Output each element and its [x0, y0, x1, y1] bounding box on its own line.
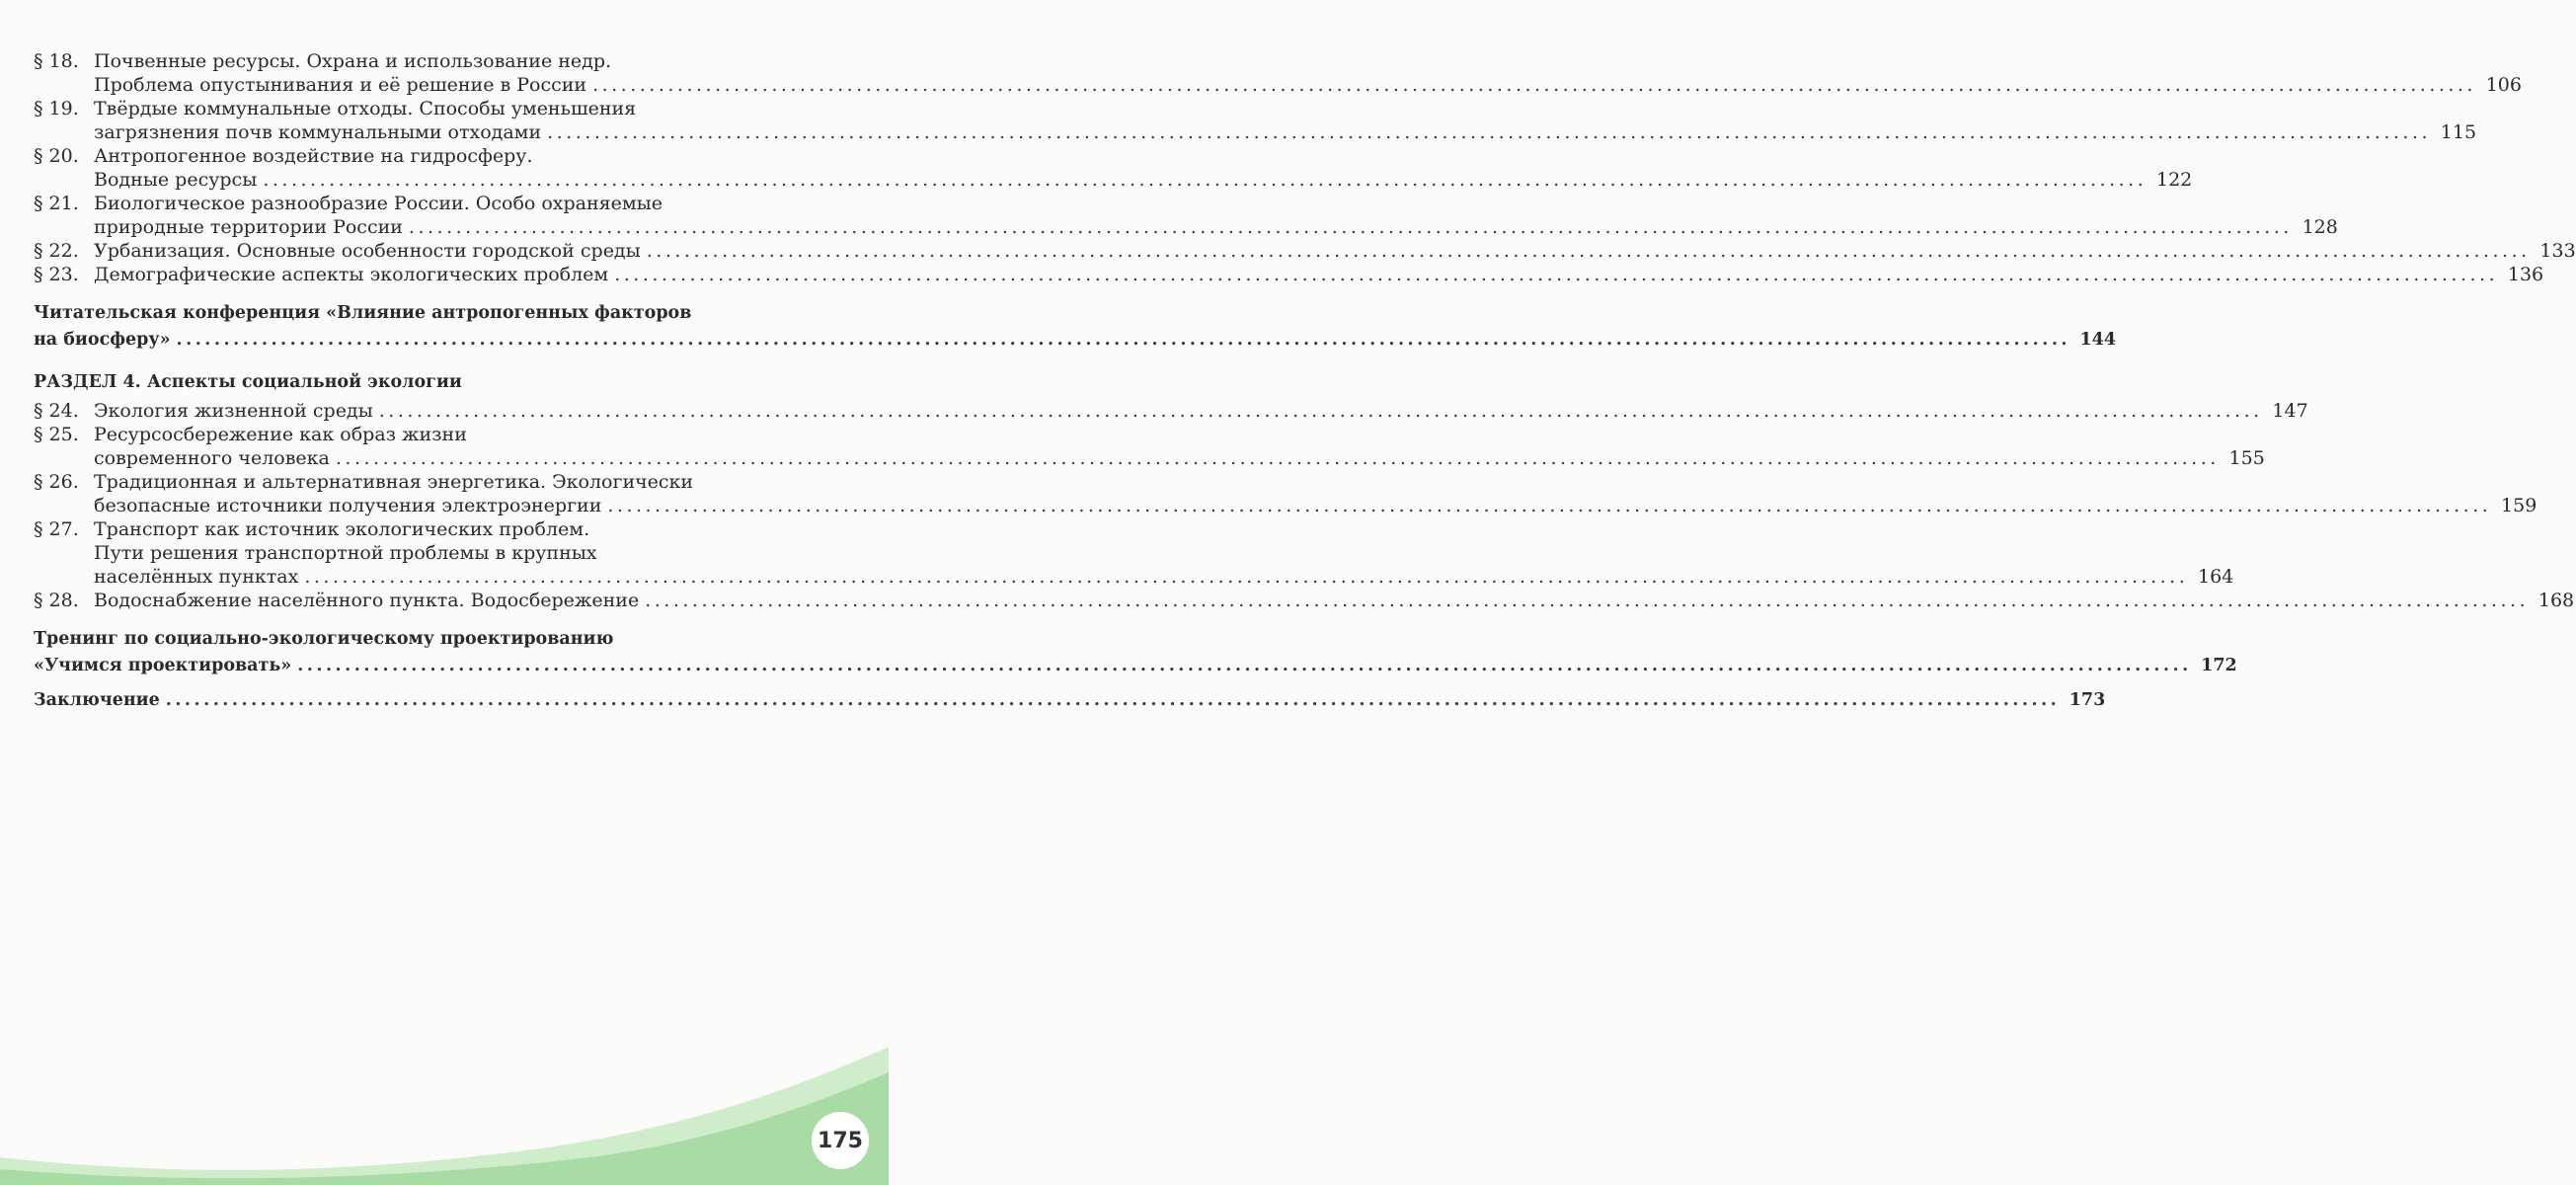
dot-leader: ........................................................................................................................................................................................................: [263, 169, 2147, 191]
toc-entry: [34, 192, 2338, 239]
entry-title-line: Почвенные ресурсы. Охрана и использование недр.: [94, 50, 612, 72]
page-ref: 144: [2079, 330, 2117, 350]
entry-title-line: Читательская конференция «Влияние антропогенных факторов: [34, 303, 692, 323]
toc-entry-line: [34, 517, 806, 541]
toc-entry-line: [34, 327, 2117, 354]
entry-title-line: Биологическое разнообразие России. Особо охраняемые: [94, 193, 664, 214]
dot-leader: ........................................................................................................................................................................................................: [592, 74, 2476, 96]
entry-title-line: Пути решения транспортной проблемы в крупных: [94, 542, 597, 564]
toc-entry-line: [34, 263, 2544, 286]
dot-leader: ........................................................................................................................................................................................................: [304, 566, 2189, 588]
toc-entry: [34, 263, 2544, 286]
toc-entry: [34, 589, 2575, 612]
entry-title-line: на биосферу»: [34, 330, 171, 350]
entry-title-line: безопасные источники получения электроэнергии: [94, 495, 602, 516]
paragraph-number: § 27.: [34, 518, 79, 540]
entry-title-line: Водоснабжение населённого пункта. Водосбережение: [94, 590, 640, 611]
paragraph-number: § 19.: [34, 98, 79, 119]
toc-entry-line: [34, 168, 2193, 192]
toc-entry-line: [34, 73, 2522, 97]
toc-entry: [34, 239, 2576, 263]
toc-block-section4: [34, 399, 2575, 612]
toc-entry-line: [34, 300, 806, 327]
toc-entry-line: [34, 494, 2537, 517]
page-ref: 164: [2198, 566, 2234, 588]
toc-entry-line: [34, 653, 2237, 679]
page-ref: 168: [2537, 590, 2575, 611]
dot-leader: ........................................................................................................................................................................................................: [165, 690, 2061, 710]
page-ref: 159: [2501, 495, 2537, 516]
toc-entry-line: [34, 215, 2338, 239]
entry-title-line: Урбанизация. Основные особенности городской среды: [94, 240, 641, 262]
toc-entry-line: [34, 120, 2477, 144]
toc-entry: [34, 144, 2193, 192]
paragraph-number: § 25.: [34, 424, 79, 445]
toc-entry-line: [34, 192, 806, 215]
entry-title-line: Водные ресурсы: [94, 169, 258, 191]
toc-entry-line: [34, 97, 806, 120]
toc-conclusion: [34, 687, 2106, 714]
page-ref: 136: [2507, 264, 2544, 285]
entry-title-line: Транспорт как источник экологических проблем.: [94, 518, 590, 540]
dot-leader: ........................................................................................................................................................................................................: [646, 240, 2531, 262]
dot-leader: ........................................................................................................................................................................................................: [607, 495, 2492, 516]
toc-entry: [34, 97, 2477, 144]
toc-conference: [34, 300, 2117, 354]
paragraph-number: § 20.: [34, 145, 79, 167]
toc-entry-bold: [34, 300, 2117, 354]
toc-entry-line: [34, 49, 806, 73]
toc-entry-line: [34, 589, 2575, 612]
dot-leader: ........................................................................................................................................................................................................: [297, 656, 2192, 675]
toc-entry-line: [34, 565, 2234, 589]
entry-title-line: Заключение: [34, 690, 160, 710]
paragraph-number: § 24.: [34, 400, 79, 422]
entry-title-line: современного человека: [94, 447, 330, 469]
page-ref: 115: [2440, 121, 2477, 143]
toc-entry: [34, 423, 2265, 470]
entry-title-line: Традиционная и альтернативная энергетика. Экологически: [94, 471, 694, 493]
toc-entry-line: [34, 446, 2265, 470]
page-ref: 133: [2539, 240, 2576, 262]
dot-leader: ........................................................................................................................................................................................................: [408, 216, 2293, 238]
toc-entry: [34, 399, 2308, 423]
entry-title-line: Тренинг по социально-экологическому проектированию: [34, 629, 614, 649]
entry-title-line: населённых пунктах: [94, 566, 299, 588]
entry-title-line: Демографические аспекты экологических проблем: [94, 264, 609, 285]
toc-training: [34, 626, 2237, 679]
entry-title-line: Твёрдые коммунальные отходы. Способы уменьшения: [94, 98, 637, 119]
toc-entry-line: [34, 144, 806, 168]
dot-leader: ........................................................................................................................................................................................................: [614, 264, 2499, 285]
toc-entry-bold: [34, 626, 2237, 679]
toc-entry-line: [34, 423, 806, 446]
table-of-contents: [34, 49, 2576, 714]
entry-title-line: Антропогенное воздействие на гидросферу.: [94, 145, 533, 167]
entry-title-line: Проблема опустынивания и её решение в России: [94, 74, 587, 96]
toc-entry-line: [34, 399, 2308, 423]
toc-entry-bold: [34, 687, 2106, 714]
toc-entry: [34, 470, 2537, 517]
toc-entry: [34, 49, 2522, 97]
paragraph-number: § 21.: [34, 193, 79, 214]
dot-leader: ........................................................................................................................................................................................................: [547, 121, 2432, 143]
page-ref: 173: [2069, 690, 2106, 710]
entry-title-line: природные территории России: [94, 216, 403, 238]
page-ref: 147: [2272, 400, 2308, 422]
green-wave-decoration: [0, 1047, 889, 1185]
dot-leader: ........................................................................................................................................................................................................: [176, 330, 2071, 350]
paragraph-number: § 26.: [34, 471, 79, 493]
paragraph-number: § 23.: [34, 264, 79, 285]
dot-leader: ........................................................................................................................................................................................................: [378, 400, 2263, 422]
page-ref: 128: [2302, 216, 2338, 238]
dot-leader: ........................................................................................................................................................................................................: [645, 590, 2530, 611]
toc-entry: [34, 517, 2234, 589]
toc-entry-line: [34, 239, 2576, 263]
page-ref: 122: [2155, 169, 2193, 191]
entry-title-line: Экология жизненной среды: [94, 400, 373, 422]
section-4-heading: РАЗДЕЛ 4. Аспекты социальной экологии: [34, 372, 462, 392]
page-number: 175: [812, 1112, 869, 1169]
toc-entry-line: [34, 687, 2106, 714]
toc-entry-line: [34, 626, 806, 653]
page-ref: 155: [2228, 447, 2265, 469]
toc-entry-line: [34, 541, 806, 565]
entry-title-line: Ресурсосбережение как образ жизни: [94, 424, 467, 445]
page-ref: 106: [2485, 74, 2522, 96]
page-ref: 172: [2201, 656, 2237, 675]
entry-title-line: «Учимся проектировать»: [34, 656, 292, 675]
toc-entry-line: [34, 470, 806, 494]
paragraph-number: § 22.: [34, 240, 79, 262]
dot-leader: ........................................................................................................................................................................................................: [335, 447, 2220, 469]
paragraph-number: § 18.: [34, 50, 79, 72]
toc-block-section3: [34, 49, 2576, 286]
paragraph-number: § 28.: [34, 590, 79, 611]
entry-title-line: загрязнения почв коммунальными отходами: [94, 121, 542, 143]
